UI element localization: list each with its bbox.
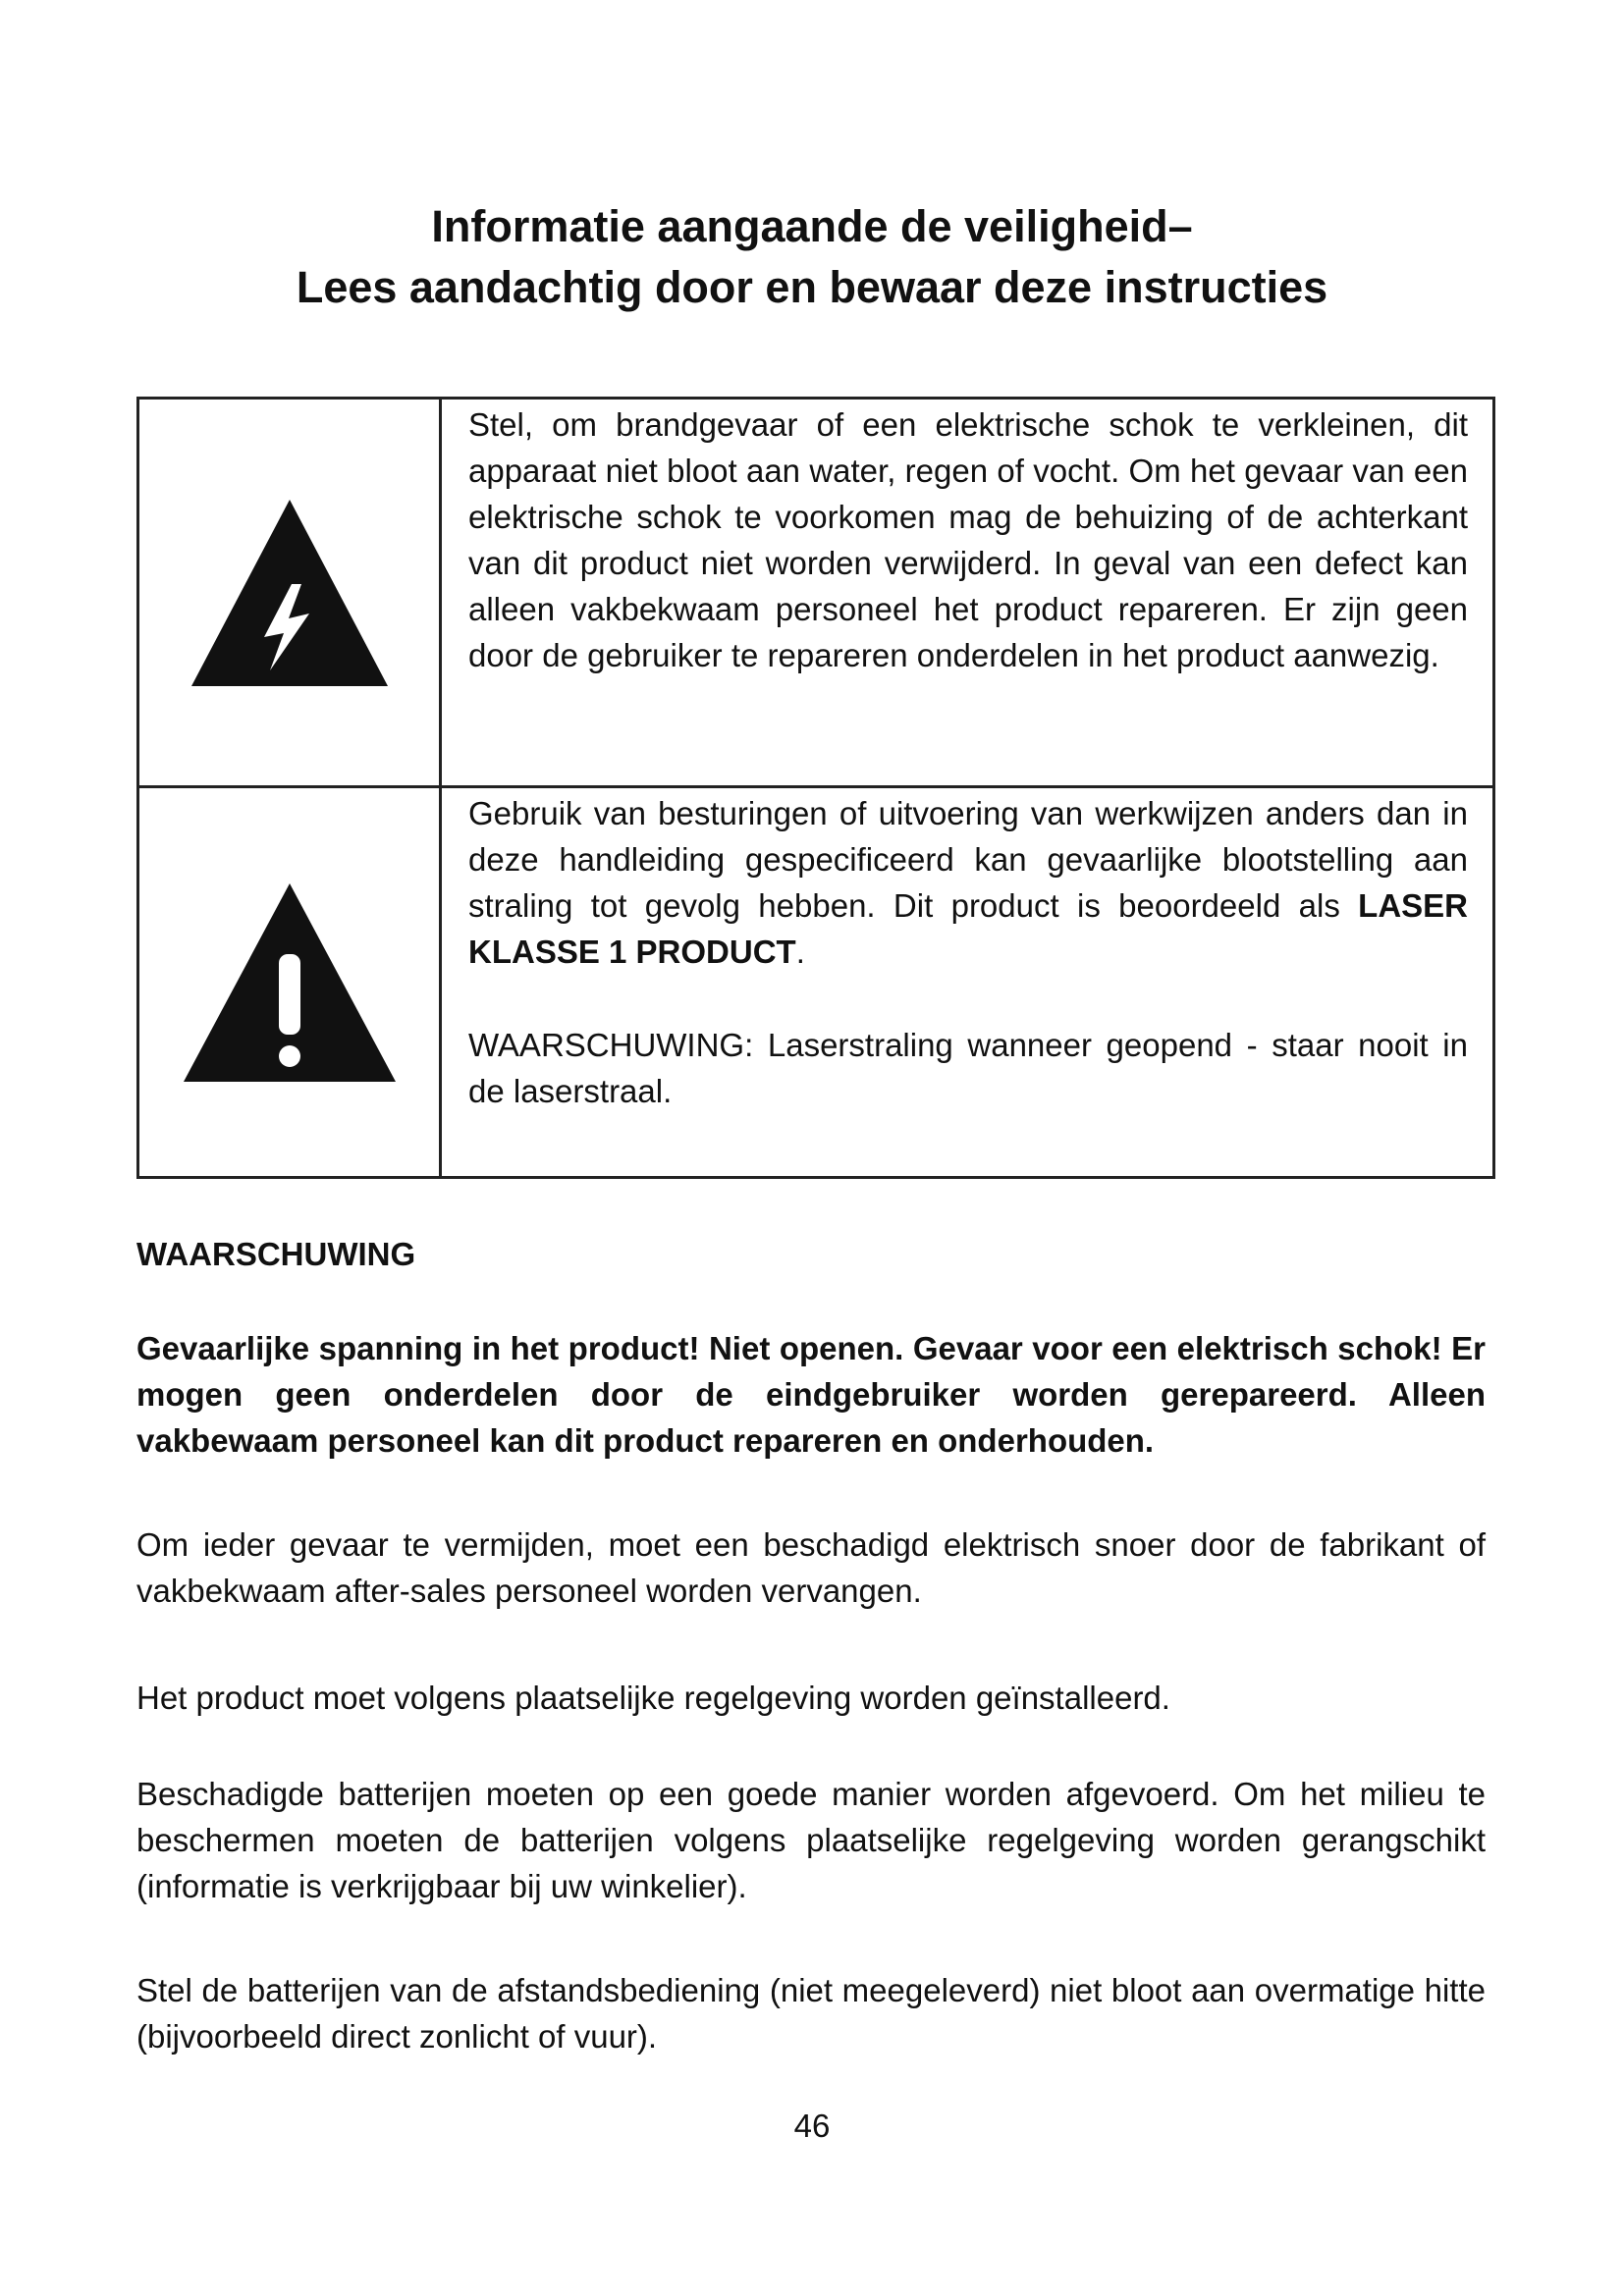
paragraph-batteries-heat: Stel de batterijen van de afstandsbediening (niet meegeleverd) niet bloot aan overmatige hitte (bijvoorbeeld direct zonlicht of vuur). bbox=[136, 1972, 1486, 2055]
laser-text-after-bold: . bbox=[795, 934, 805, 970]
paragraph-4-wrapper bbox=[136, 1967, 1486, 2059]
warning-heading: WAARSCHUWING bbox=[136, 1236, 416, 1272]
section-heading-wrapper bbox=[136, 1231, 1486, 1277]
paragraph-batteries-disposal: Beschadigde batterijen moeten op een goede manier worden afgevoerd. Om het milieu te beschermen moeten de batterijen volgens plaatselijke regelgeving worden gerangschikt (informatie is verkrijgbaar bij uw winkelier). bbox=[136, 1776, 1486, 1904]
paragraph-2-wrapper bbox=[136, 1675, 1486, 1721]
warning-icon-cell bbox=[139, 788, 442, 1176]
paragraph-3-wrapper bbox=[136, 1771, 1486, 1909]
laser-text-before-bold: Gebruik van besturingen of uitvoering van werkwijzen anders dan in deze handleiding gespecificeerd kan gevaarlijke blootstelling aan straling tot gevolg hebben. Dit product is beoordeeld als bbox=[468, 795, 1468, 924]
bold-warning-paragraph: Gevaarlijke spanning in het product! Niet openen. Gevaar voor een elektrisch schok! Er mogen geen onderdelen door de eindgebruiker worden gerepareerd. Alleen vakbewaam personeel kan dit product repareren en onderhouden. bbox=[136, 1330, 1486, 1459]
page-title-line-1: Informatie aangaande de veiligheid– bbox=[431, 201, 1193, 251]
warning-text-cell bbox=[442, 788, 1492, 1176]
warning-row-laser bbox=[139, 785, 1492, 1176]
electric-shock-warning-icon bbox=[189, 498, 390, 688]
paragraph-installation: Het product moet volgens plaatselijke regelgeving worden geïnstalleerd. bbox=[136, 1680, 1170, 1716]
paragraph-1-wrapper bbox=[136, 1522, 1486, 1614]
laser-warning-text: WAARSCHUWING: Laserstraling wanneer geopend - staar nooit in de laserstraal. bbox=[468, 1027, 1468, 1109]
safety-warnings-table bbox=[136, 397, 1495, 1179]
bold-warning-wrapper bbox=[136, 1325, 1486, 1464]
page-number: 46 bbox=[793, 2108, 831, 2144]
warning-row-electric-shock bbox=[139, 400, 1492, 785]
warning-text-cell bbox=[442, 400, 1492, 785]
paragraph-power-cord: Om ieder gevaar te vermijden, moet een beschadigd elektrisch snoer door de fabrikant of vakbekwaam after-sales personeel worden vervangen. bbox=[136, 1526, 1486, 1609]
laser-class-text bbox=[468, 790, 1468, 975]
warning-icon-cell bbox=[139, 400, 442, 785]
electric-shock-warning-text: Stel, om brandgevaar of een elektrische schok te verkleinen, dit apparaat niet bloot aan water, regen of vocht. Om het gevaar van een elektrische schok te voorkomen mag de behuizing of de achterkant van dit product niet worden verwijderd. In geval van een defect kan alleen vakbekwaam personeel het product repareren. Er zijn geen door de gebruiker te repareren onderdelen in het product aanwezig. bbox=[468, 406, 1468, 673]
laser-class-label: LASER KLASSE 1 PRODUCT bbox=[468, 887, 1468, 970]
page-title-line-2: Lees aandachtig door en bewaar deze instructies bbox=[296, 262, 1328, 312]
exclamation-warning-icon bbox=[182, 881, 398, 1084]
